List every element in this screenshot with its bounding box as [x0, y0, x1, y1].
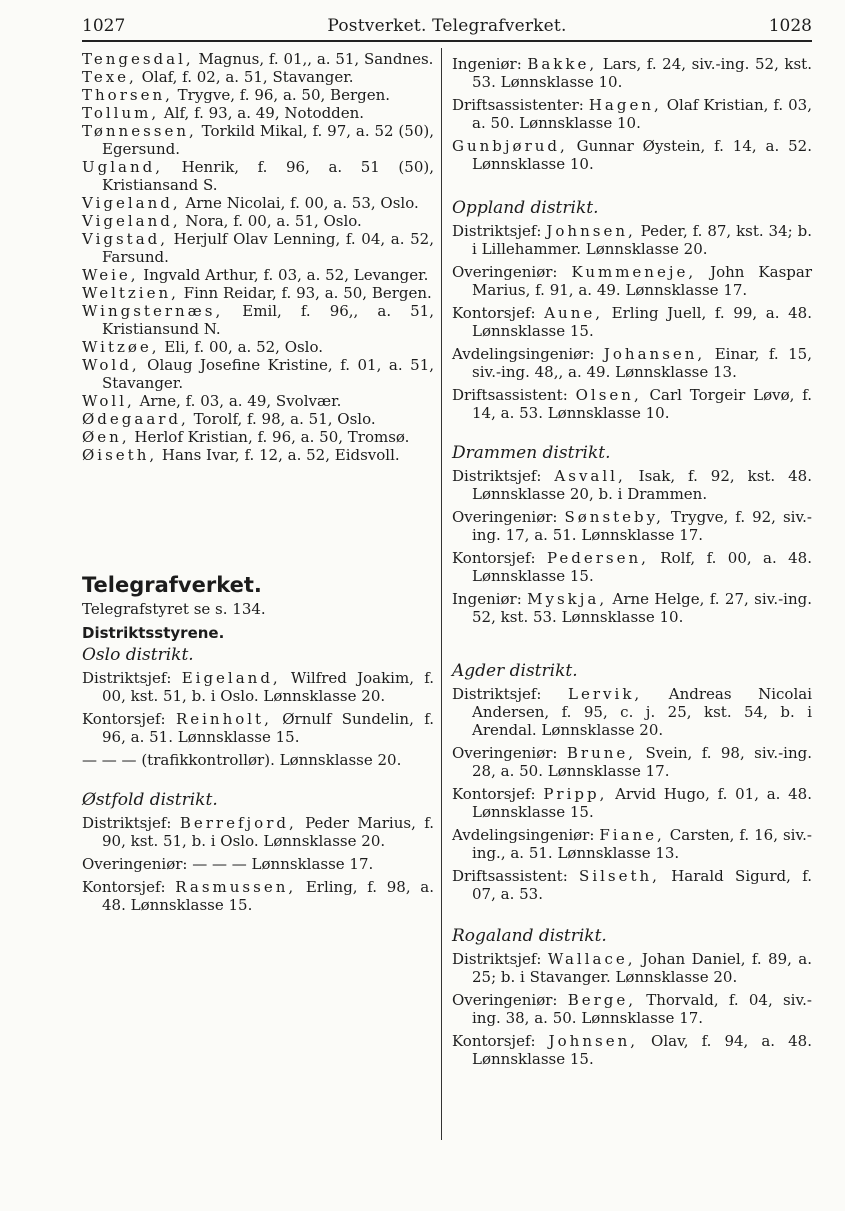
person-name: Thorsen,: [82, 86, 173, 104]
person-details: Trygve, f. 96, a. 50, Bergen.: [172, 86, 391, 104]
staff-entry: [452, 1032, 812, 1068]
staff-role: Avdelingsingeniør:: [452, 345, 595, 363]
person-details: Arne Nicolai, f. 00, a. 53, Oslo.: [180, 194, 419, 212]
list-item: [82, 122, 434, 158]
staff-entry: [82, 751, 434, 769]
person-name: Ødegaard,: [82, 410, 189, 428]
staff-details: Arvid Hugo, f. 01, a. 48. Lønnsklasse 15.: [472, 785, 812, 821]
person-name: Øen,: [82, 428, 130, 446]
right-column: [452, 50, 812, 1068]
staff-entry: [82, 669, 434, 705]
person-name: Vigstad,: [82, 230, 169, 248]
oppland-title: Oppland distrikt.: [452, 198, 599, 218]
staff-role: Kontorsjef:: [452, 304, 536, 322]
list-item: [82, 86, 434, 104]
staff-details: Olav, f. 94, a. 48. Lønnsklasse 15.: [472, 1032, 812, 1068]
staff-name: Berge,: [567, 991, 637, 1009]
staff-role: Kontorsjef:: [82, 878, 166, 896]
staff-entry: [452, 549, 812, 585]
staff-role: Distriktsjef:: [82, 814, 172, 832]
staff-details: (trafikkontrollør). Lønnsklasse 20.: [141, 751, 402, 769]
person-name: Vigeland,: [82, 212, 181, 230]
person-details: Torolf, f. 98, a. 51, Oslo.: [188, 410, 376, 428]
staff-details: Einar, f. 15, siv.-ing. 48,, a. 49. Lønnsklasse 13.: [472, 345, 812, 381]
staff-entry: [82, 710, 434, 746]
staff-role: Overingeniør:: [82, 855, 188, 873]
list-item: [82, 410, 434, 428]
staff-name: Silseth,: [579, 867, 660, 885]
page-number-right: 1028: [768, 16, 812, 36]
person-details: Herjulf Olav Lenning, f. 04, a. 52, Farsund.: [102, 230, 434, 266]
person-details: Eli, f. 00, a. 52, Oslo.: [159, 338, 324, 356]
staff-details: John Kaspar Marius, f. 91, a. 49. Lønnsklasse 17.: [472, 263, 812, 299]
person-details: Olaf, f. 02, a. 51, Stavanger.: [136, 68, 354, 86]
column-divider: [441, 48, 442, 1140]
person-details: Herlof Kristian, f. 96, a. 50, Tromsø.: [129, 428, 410, 446]
staff-name: Aune,: [544, 304, 604, 322]
staff-entry: [452, 744, 812, 780]
person-details: Hans Ivar, f. 12, a. 52, Eidsvoll.: [157, 446, 400, 464]
staff-name: Asvall,: [554, 467, 626, 485]
drammen-title: Drammen distrikt.: [452, 443, 611, 463]
person-name: Tengesdal,: [82, 50, 194, 68]
staff-entry: [452, 304, 812, 340]
page-number-left: 1027: [82, 16, 126, 36]
person-name: Weie,: [82, 266, 139, 284]
staff-entry: [452, 785, 812, 821]
staff-role: Distriktsjef:: [452, 950, 542, 968]
person-details: Alf, f. 93, a. 49, Notodden.: [159, 104, 365, 122]
staff-name: Berrefjord,: [179, 814, 297, 832]
person-details: Ingvald Arthur, f. 03, a. 52, Levanger.: [138, 266, 429, 284]
staff-name: Bakke,: [527, 55, 598, 73]
person-details: Arne, f. 03, a. 49, Svolvær.: [134, 392, 342, 410]
person-name: Texe,: [82, 68, 137, 86]
staff-name: Fiane,: [599, 826, 665, 844]
staff-details: Peder, f. 87, kst. 34; b. i Lillehammer. Lønnsklasse 20.: [472, 222, 812, 258]
staff-role: Ingeniør:: [452, 590, 522, 608]
staff-name: Rasmussen,: [175, 878, 297, 896]
oppland-entries: [452, 222, 812, 422]
telegraf-subheading: Distriktsstyrene.: [82, 624, 225, 642]
staff-entry: [452, 590, 812, 626]
staff-name: Lervik,: [568, 685, 643, 703]
staff-details: — — — Lønnsklasse 17.: [192, 855, 374, 873]
left-entry-list: [82, 50, 434, 464]
staff-details: Carsten, f. 16, siv.-ing., a. 51. Lønnsklasse 13.: [472, 826, 812, 862]
staff-entry: [452, 386, 812, 422]
running-title: Postverket. Telegrafverket.: [327, 16, 567, 36]
person-name: Woll,: [82, 392, 135, 410]
telegraf-heading: Telegrafverket.: [82, 573, 262, 597]
staff-details: Arne Helge, f. 27, siv.-ing. 52, kst. 53. Lønnsklasse 10.: [472, 590, 812, 626]
staff-entry: [452, 96, 812, 132]
staff-entry: [452, 685, 812, 739]
staff-name: Brune,: [566, 744, 637, 762]
person-name: Øiseth,: [82, 446, 158, 464]
spacer: [82, 464, 434, 576]
list-item: [82, 392, 434, 410]
staff-details: Harald Sigurd, f. 07, a. 53.: [472, 867, 812, 903]
staff-role: Kontorsjef:: [452, 785, 536, 803]
list-item: [82, 266, 434, 284]
header-rule: [82, 40, 812, 42]
staff-name: Reinholt,: [175, 710, 272, 728]
staff-entry: [452, 55, 812, 91]
list-item: [82, 428, 434, 446]
staff-name: Hagen,: [588, 96, 662, 114]
left-column: [82, 50, 434, 914]
rogaland-title: Rogaland distrikt.: [452, 926, 607, 946]
person-details: Nora, f. 00, a. 51, Oslo.: [180, 212, 362, 230]
list-item: [82, 230, 434, 266]
staff-entry: [82, 855, 434, 873]
staff-details: Peder Marius, f. 90, kst. 51, b. i Oslo. Lønnsklasse 20.: [102, 814, 434, 850]
person-name: Wold,: [82, 356, 140, 374]
staff-entry: [452, 345, 812, 381]
staff-entry: [452, 263, 812, 299]
staff-role: Distriktsjef:: [452, 467, 542, 485]
staff-details: Gunnar Øystein, f. 14, a. 52. Lønnsklasse 10.: [472, 137, 812, 173]
telegraf-note: Telegrafstyret se s. 134.: [82, 600, 266, 618]
staff-role: Driftsassistent:: [452, 386, 568, 404]
staff-entry: [82, 814, 434, 850]
staff-name: Sønsteby,: [564, 508, 664, 526]
person-details: Emil, f. 96,, a. 51, Kristiansund N.: [102, 302, 434, 338]
staff-entry: [452, 137, 812, 173]
staff-details: Erling Juell, f. 99, a. 48. Lønnsklasse 15.: [472, 304, 812, 340]
staff-role: Distriktsjef:: [452, 222, 542, 240]
staff-details: Isak, f. 92, kst. 48. Lønnsklasse 20, b. i Drammen.: [472, 467, 812, 503]
agder-title: Agder distrikt.: [452, 661, 578, 681]
staff-role: Overingeniør:: [452, 263, 558, 281]
person-details: Magnus, f. 01,, a. 51, Sandnes.: [193, 50, 434, 68]
person-name: Tønnessen,: [82, 122, 197, 140]
staff-role: Driftsassistenter:: [452, 96, 584, 114]
staff-details: Rolf, f. 00, a. 48. Lønnsklasse 15.: [472, 549, 812, 585]
agder-entries: [452, 685, 812, 903]
person-details: Torkild Mikal, f. 97, a. 52 (50), Egersund.: [102, 122, 434, 158]
staff-role: Overingeniør:: [452, 991, 558, 1009]
staff-details: Lars, f. 24, siv.-ing. 52, kst. 53. Lønnsklasse 10.: [472, 55, 812, 91]
list-item: [82, 356, 434, 392]
staff-role: Distriktsjef:: [82, 669, 172, 687]
staff-entry: [452, 222, 812, 258]
page-header: [82, 12, 812, 38]
list-item: [82, 104, 434, 122]
staff-entry: [452, 826, 812, 862]
staff-name: Myskja,: [527, 590, 608, 608]
staff-details: Wilfred Joakim, f. 00, kst. 51, b. i Oslo. Lønnsklasse 20.: [102, 669, 434, 705]
staff-role: Kontorsjef:: [452, 549, 536, 567]
staff-role: Overingeniør:: [452, 744, 558, 762]
staff-details: Erling, f. 98, a. 48. Lønnsklasse 15.: [102, 878, 434, 914]
staff-role: Ingeniør:: [452, 55, 522, 73]
list-item: [82, 212, 434, 230]
ostfold-entries: [82, 814, 434, 914]
person-name: Witzøe,: [82, 338, 160, 356]
person-details: Finn Reidar, f. 93, a. 50, Bergen.: [178, 284, 432, 302]
staff-entry: [452, 867, 812, 903]
person-name: Wingsternæs,: [82, 302, 224, 320]
staff-details: Carl Torgeir Løvø, f. 14, a. 53. Lønnsklasse 10.: [472, 386, 812, 422]
staff-details: Trygve, f. 92, siv.-ing. 17, a. 51. Lønnsklasse 17.: [472, 508, 812, 544]
staff-name: Eigeland,: [181, 669, 281, 687]
staff-entry: [452, 467, 812, 503]
staff-details: Johan Daniel, f. 89, a. 25; b. i Stavanger. Lønnsklasse 20.: [472, 950, 812, 986]
person-name: Ugland,: [82, 158, 164, 176]
list-item: [82, 158, 434, 194]
staff-details: Olaf Kristian, f. 03, a. 50. Lønnsklasse 10.: [472, 96, 812, 132]
drammen-entries: [452, 467, 812, 626]
oslo-entries: [82, 669, 434, 769]
staff-details: Ørnulf Sundelin, f. 96, a. 51. Lønnsklasse 15.: [102, 710, 434, 746]
list-item: [82, 68, 434, 86]
staff-role: Driftsassistent:: [452, 867, 568, 885]
list-item: [82, 284, 434, 302]
person-name: Vigeland,: [82, 194, 181, 212]
staff-entry: [82, 878, 434, 914]
person-name: Weltzien,: [82, 284, 179, 302]
staff-role: — — —: [82, 751, 137, 769]
staff-name: Gunbjørud,: [452, 137, 568, 155]
staff-name: Johansen,: [603, 345, 706, 363]
staff-entry: [452, 991, 812, 1027]
staff-role: Overingeniør:: [452, 508, 558, 526]
person-details: Olaug Josefine Kristine, f. 01, a. 51, Stavanger.: [102, 356, 434, 392]
list-item: [82, 338, 434, 356]
staff-name: Johnsen,: [546, 222, 636, 240]
staff-entry: [452, 508, 812, 544]
staff-name: Kummeneje,: [571, 263, 697, 281]
person-details: Henrik, f. 96, a. 51 (50), Kristiansand S.: [102, 158, 434, 194]
staff-name: Pedersen,: [546, 549, 649, 567]
ostfold-title: Østfold distrikt.: [82, 790, 218, 810]
staff-role: Kontorsjef:: [452, 1032, 536, 1050]
staff-name: Wallace,: [547, 950, 636, 968]
list-item: [82, 302, 434, 338]
oslo-title: Oslo distrikt.: [82, 645, 194, 665]
list-item: [82, 194, 434, 212]
list-item: [82, 446, 434, 464]
staff-role: Distriktsjef:: [452, 685, 542, 703]
list-item: [82, 50, 434, 68]
staff-details: Andreas Nicolai Andersen, f. 95, c. j. 25, kst. 54, b. i Arendal. Lønnsklasse 20.: [472, 685, 812, 739]
rogaland-entries: [452, 950, 812, 1068]
staff-role: Kontorsjef:: [82, 710, 166, 728]
staff-role: Avdelingsingeniør:: [452, 826, 595, 844]
staff-entry: [452, 950, 812, 986]
staff-name: Johnsen,: [548, 1032, 638, 1050]
right-top-entries: [452, 55, 812, 173]
staff-details: Thorvald, f. 04, siv.-ing. 38, a. 50. Lønnsklasse 17.: [472, 991, 812, 1027]
staff-name: Pripp,: [543, 785, 608, 803]
person-name: Tollum,: [82, 104, 160, 122]
staff-name: Olsen,: [575, 386, 642, 404]
staff-details: Svein, f. 98, siv.-ing. 28, a. 50. Lønnsklasse 17.: [472, 744, 812, 780]
